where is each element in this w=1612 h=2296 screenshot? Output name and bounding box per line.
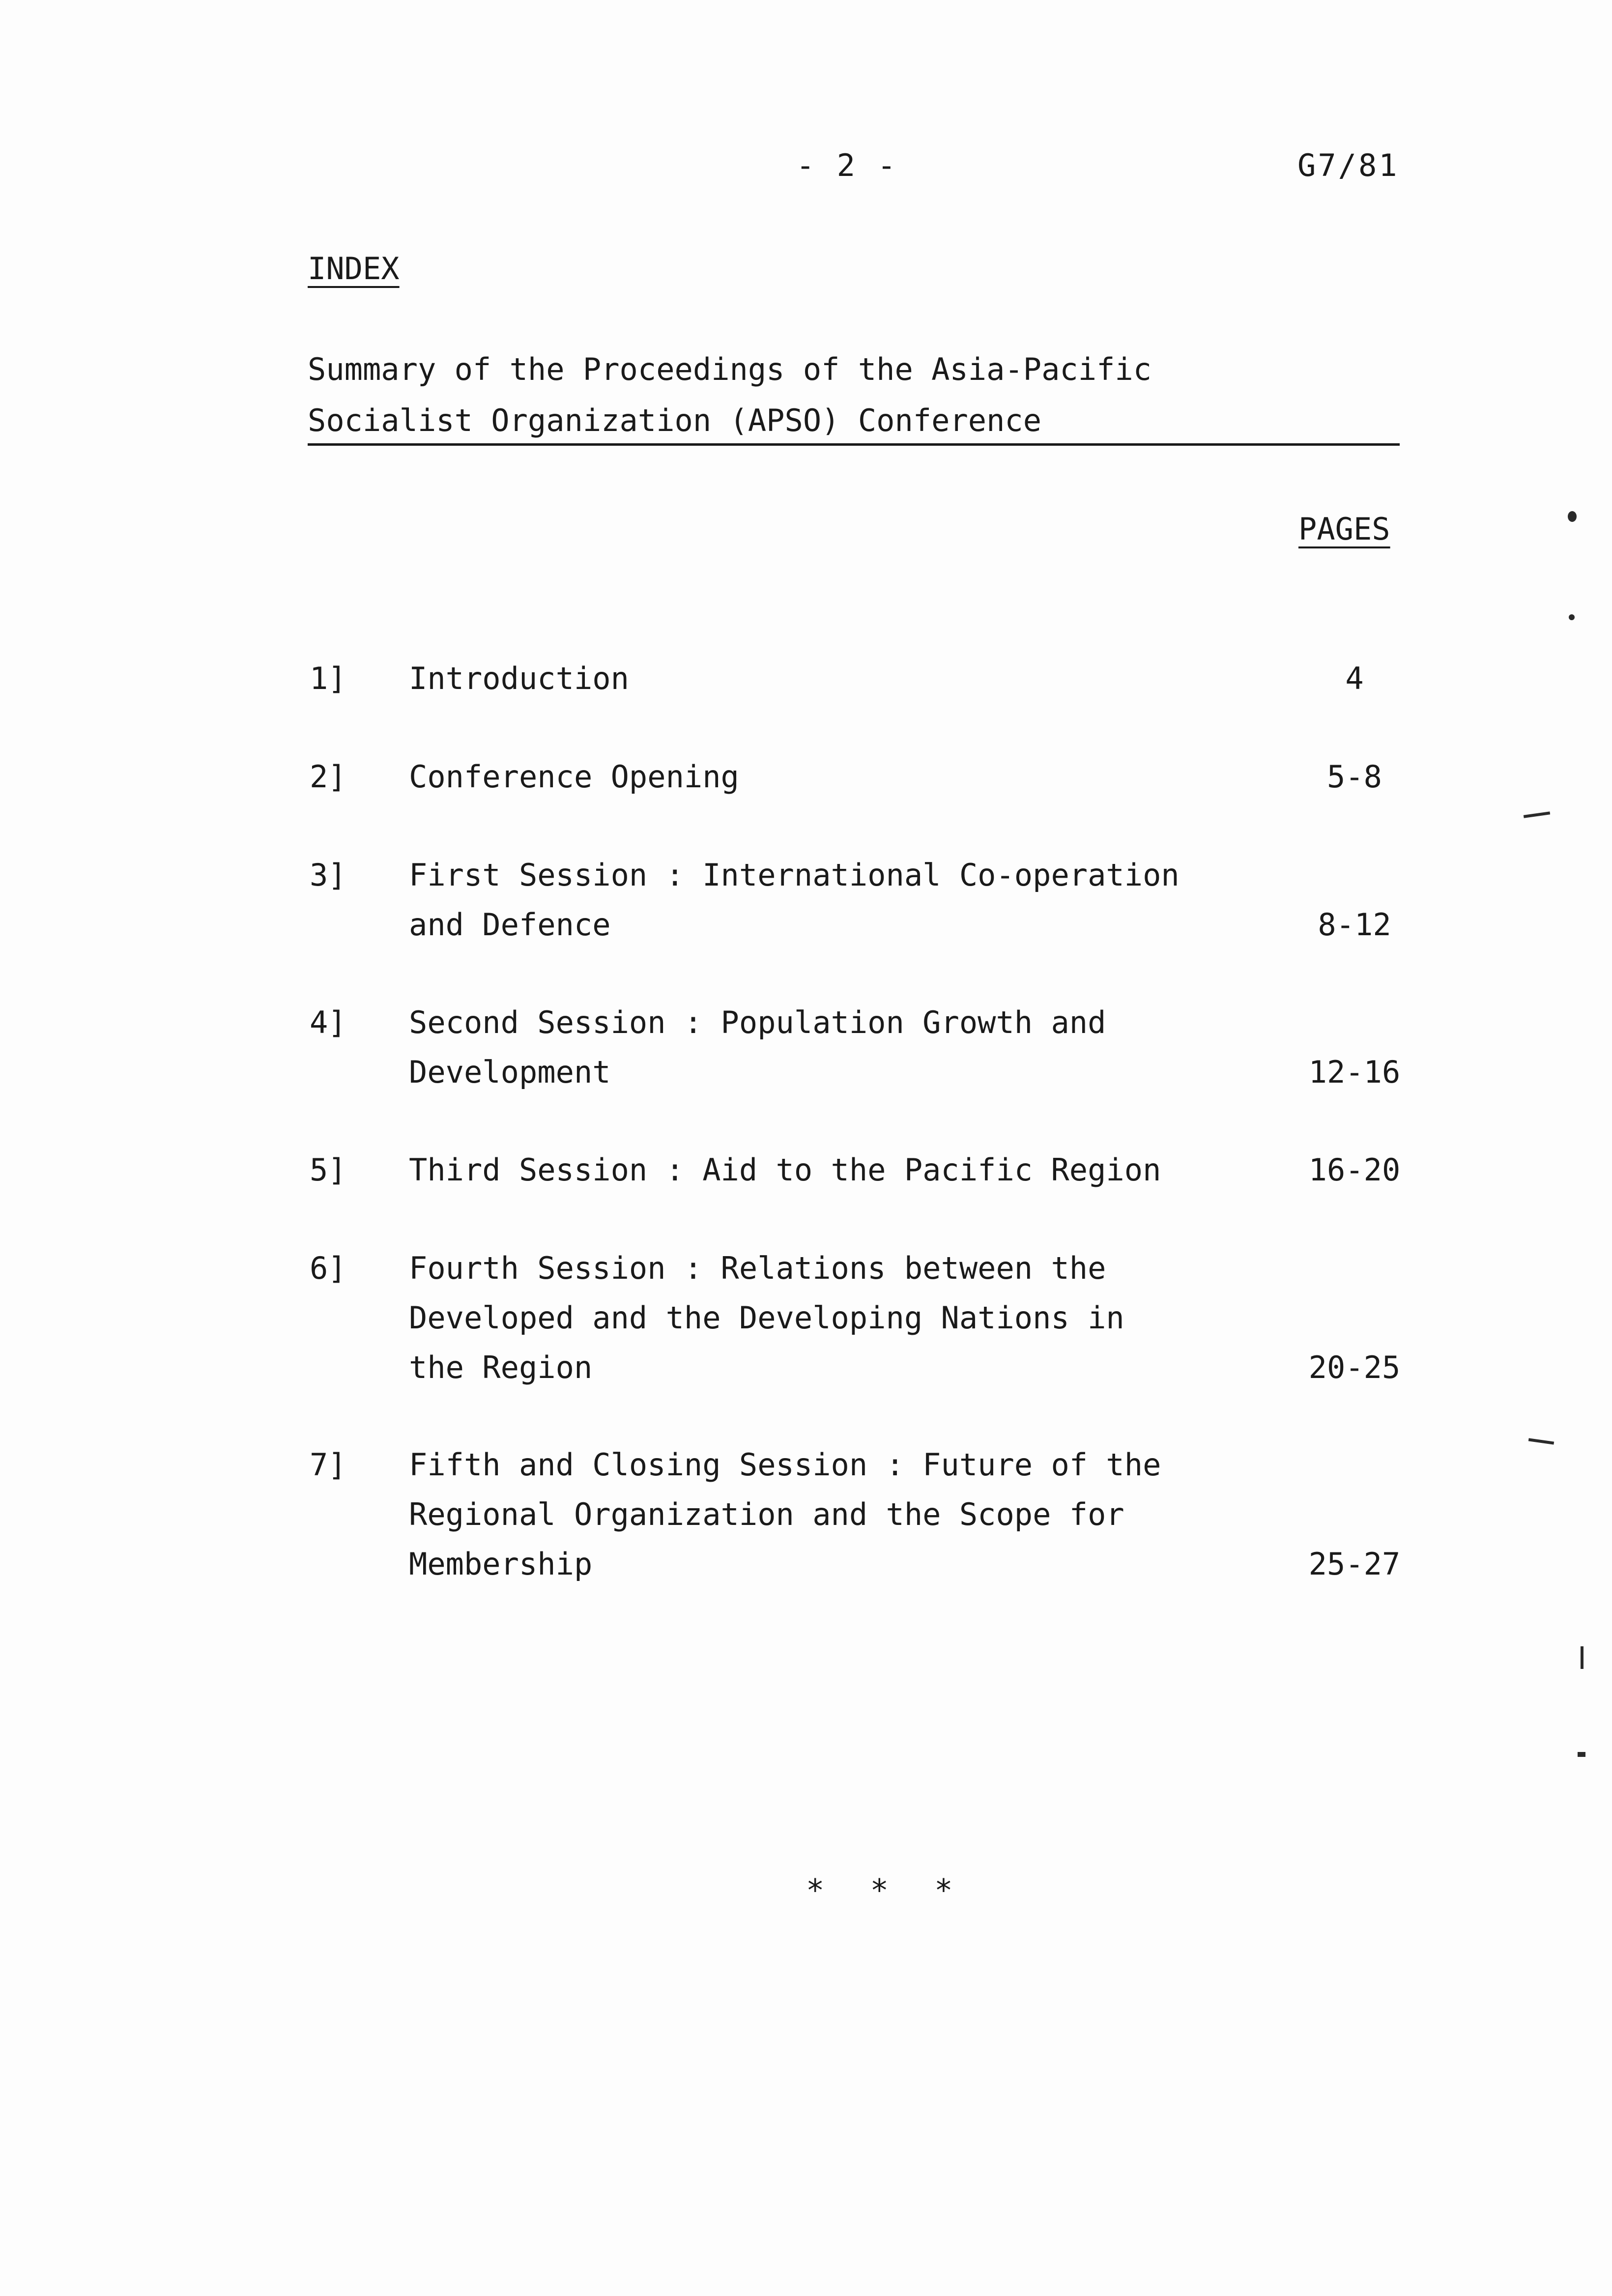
toc-entry-number: 3] — [310, 857, 346, 893]
index-heading: INDEX — [308, 251, 400, 287]
summary-title: Summary of the Proceedings of the Asia-Pacific Socialist Organization (APSO) Conference — [308, 351, 1152, 438]
closing-asterisks: * * * — [806, 1872, 967, 1908]
toc-entry-pages: 16-20 — [1308, 1152, 1401, 1188]
toc-entry-number: 4] — [310, 1004, 346, 1040]
toc-entry-number: 7] — [310, 1447, 346, 1483]
scan-speck — [1578, 1752, 1585, 1757]
toc-entry-title: Third Session : Aid to the Pacific Region — [409, 1152, 1161, 1188]
toc-entry-title: Second Session : Population Growth and Development — [409, 1004, 1106, 1090]
toc-entry-pages: 12-16 — [1308, 1054, 1401, 1090]
scan-speck — [1568, 511, 1577, 522]
pages-column-heading: PAGES — [1298, 511, 1390, 547]
toc-entry-title: Conference Opening — [409, 759, 739, 795]
toc-entry-number: 5] — [310, 1152, 346, 1188]
toc-entry-number: 6] — [310, 1250, 346, 1286]
toc-entry-pages: 20-25 — [1308, 1349, 1401, 1385]
toc-entry-pages: 5-8 — [1327, 759, 1382, 795]
toc-entry-pages: 8-12 — [1318, 907, 1391, 943]
toc-entry-pages: 25-27 — [1308, 1546, 1401, 1582]
document-reference: G7/81 — [1297, 147, 1399, 183]
toc-entry-pages: 4 — [1345, 660, 1364, 696]
toc-entry-number: 1] — [310, 660, 346, 696]
toc-entry-number: 2] — [310, 759, 346, 795]
page-number: - 2 - — [796, 147, 898, 183]
toc-entry-title: First Session : International Co-operation and Defence — [409, 857, 1180, 943]
scan-speck — [1569, 614, 1575, 620]
toc-entry-title: Fifth and Closing Session : Future of the Regional Organization and the Scope for Membership — [409, 1447, 1161, 1582]
toc-entry-title: Fourth Session : Relations between the Developed and the Developing Nations in the Region — [409, 1250, 1124, 1385]
scan-speck — [1581, 1646, 1583, 1669]
toc-entry-title: Introduction — [409, 660, 629, 696]
